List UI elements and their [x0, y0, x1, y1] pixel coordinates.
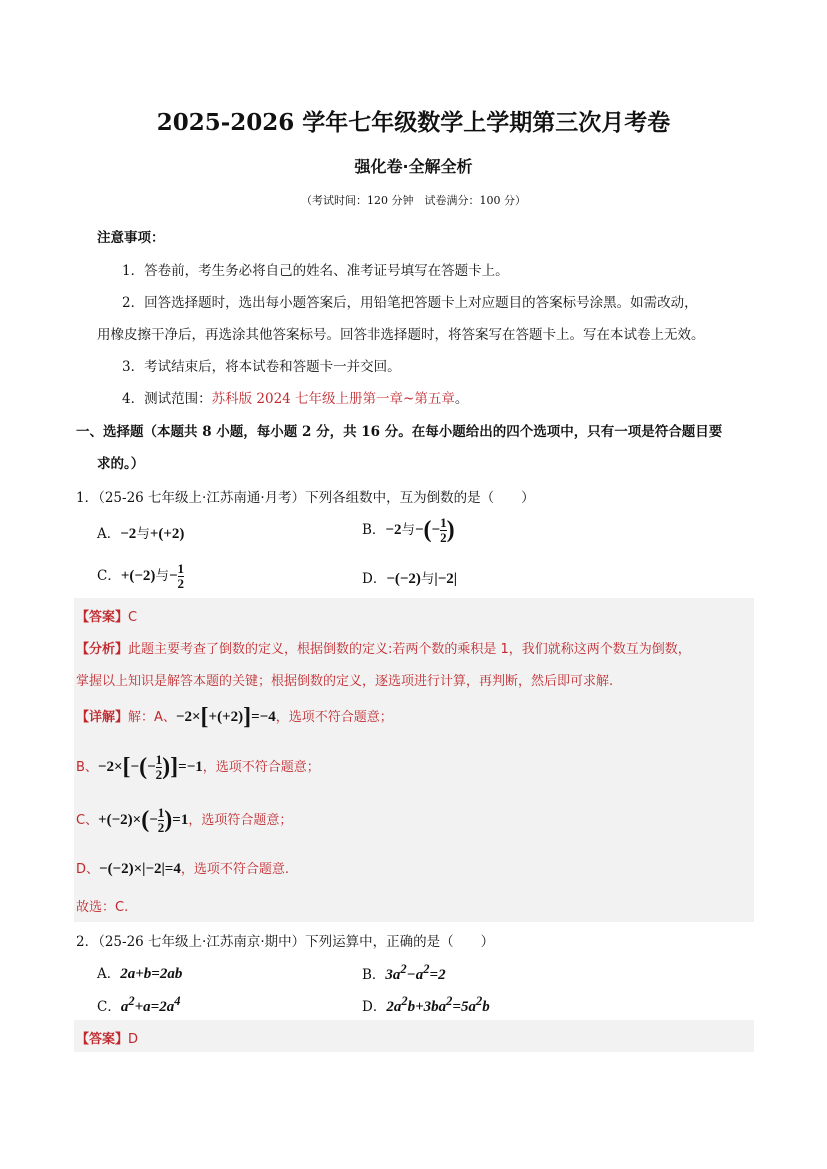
q1-stem: 1．（25-26 七年级上·江苏南通·月考）下列各组数中，互为倒数的是（ ） — [76, 490, 535, 506]
q2-option-c-label: C． — [97, 999, 121, 1015]
q2-answer-value: D — [128, 1032, 139, 1047]
q1-analysis-tag: 【分析】 — [76, 642, 129, 657]
section-1-heading-line-1: 一、选择题（本题共 8 小题，每小题 2 分，共 16 分。在每小题给出的四个选项中，只有一项是符合题目要 — [76, 424, 723, 440]
note-item-4-range: 苏科版 2024 七年级上册第一章~第五章 — [211, 391, 455, 407]
q1-answer — [76, 606, 137, 625]
q1-detail-a: 【详解】解：A、−2×[+(+2)]=−4，选项不符合题意； — [76, 704, 393, 730]
q1-answer-value: C — [128, 610, 138, 625]
q2-option-a-label: A． — [97, 966, 121, 982]
note-item-4-suffix: 。 — [454, 391, 469, 407]
q1-option-a-yu: 与 — [136, 526, 150, 542]
q1-detail-d-suffix: ，选项不符合题意. — [180, 862, 289, 877]
note-item-4 — [122, 387, 468, 407]
page-subtitle: 强化卷·全解全析 — [354, 157, 473, 176]
section-1-heading-line-2: 求的。） — [97, 456, 145, 472]
q1-detail-b-prefix: B、 — [76, 760, 98, 775]
q1-answer-box — [74, 598, 754, 922]
q2-answer-tag: 【答案】 — [76, 1032, 129, 1047]
q1-detail-d: D、−(−2)×|−2|=4，选项不符合题意. — [76, 861, 289, 877]
q2-stem: 2．（25-26 七年级上·江苏南京·期中）下列运算中，正确的是（ ） — [76, 934, 495, 950]
q1-option-b: B．−2与−(− $\frac{1}{2}$ ) — [362, 515, 455, 545]
q1-answer-tag: 【答案】 — [76, 610, 129, 625]
q1-detail-d-prefix: D、 — [76, 862, 100, 877]
q2-option-d-label: D． — [362, 999, 387, 1015]
q1-detail-tag: 【详解】 — [76, 710, 129, 725]
q1-conclusion: 故选：C. — [76, 900, 129, 915]
q2-option-d: D．$2a^2b+3ba^2=5a^2b$ — [362, 994, 490, 1015]
q1-option-d-yu: 与 — [420, 571, 435, 587]
note-item-2-line-2: 用橡皮擦干净后，再选涂其他答案标号。回答非选择题时，将答案写在答题卡上。写在本试卷上无效。 — [97, 327, 705, 343]
q1-option-c-yu: 与 — [155, 568, 169, 584]
q1-detail-c: C、+(−2)×(− $\frac{1}{2}$ )=1，选项符合题意； — [76, 805, 293, 835]
q1-detail-c-suffix: ，选项符合题意； — [188, 813, 293, 828]
page-title: 2025-2026 学年七年级数学上学期第三次月考卷 — [156, 109, 671, 136]
q1-analysis-text-1: 此题主要考查了倒数的定义，根据倒数的定义:若两个数的乘积是 1，我们就称这两个数互为倒数， — [128, 642, 691, 657]
q2-option-b-label: B． — [362, 967, 386, 983]
q1-analysis-line-1 — [76, 638, 691, 657]
q1-detail-b: B、−2×[−(− $\frac{1}{2}$ )]=−1，选项不符合题意； — [76, 752, 320, 782]
note-item-1: 1．答卷前，考生务必将自己的姓名、准考证号填写在答题卡上。 — [122, 263, 509, 279]
q1-option-d: D．−(−2)与|−2| — [362, 571, 458, 587]
q1-option-a: A．−2与+(+2) — [97, 526, 185, 542]
notes-heading: 注意事项： — [97, 230, 165, 246]
q2-option-c: C．$a^2+a=2a^4$ — [97, 994, 181, 1015]
exam-info: （考试时间：120 分钟 试卷满分：100 分） — [301, 194, 526, 207]
q1-option-c-label: C． — [97, 568, 121, 584]
q1-detail-b-suffix: ，选项不符合题意； — [202, 760, 320, 775]
q2-answer-box — [74, 1020, 754, 1052]
note-item-4-prefix: 4．测试范围： — [122, 391, 212, 407]
q2-option-b: B．$3a^2-a^2=2$ — [362, 962, 446, 983]
note-item-2-line-1: 2．回答选择题时，选出每小题答案后，用铅笔把答题卡上对应题目的答案标号涂黑。如需改动， — [122, 295, 698, 311]
q2-answer — [76, 1028, 138, 1047]
q1-option-d-label: D． — [362, 571, 387, 587]
q1-analysis-line-2: 掌握以上知识是解答本题的关键；根据倒数的定义，逐选项进行计算，再判断，然后即可求解. — [76, 674, 614, 689]
q1-option-a-label: A． — [97, 526, 121, 542]
q1-option-c: C．+(−2)与− $\frac{1}{2}$ — [97, 561, 184, 591]
q1-detail-a-suffix: ，选项不符合题意； — [275, 710, 393, 725]
q1-detail-a-prefix: 解：A、 — [128, 710, 176, 725]
q2-option-a: A．2a+b=2ab — [97, 966, 183, 982]
q1-option-b-label: B． — [362, 522, 386, 538]
q1-detail-c-prefix: C、 — [76, 813, 99, 828]
q1-option-b-yu: 与 — [401, 522, 415, 538]
note-item-3: 3．考试结束后，将本试卷和答题卡一并交回。 — [122, 359, 401, 375]
